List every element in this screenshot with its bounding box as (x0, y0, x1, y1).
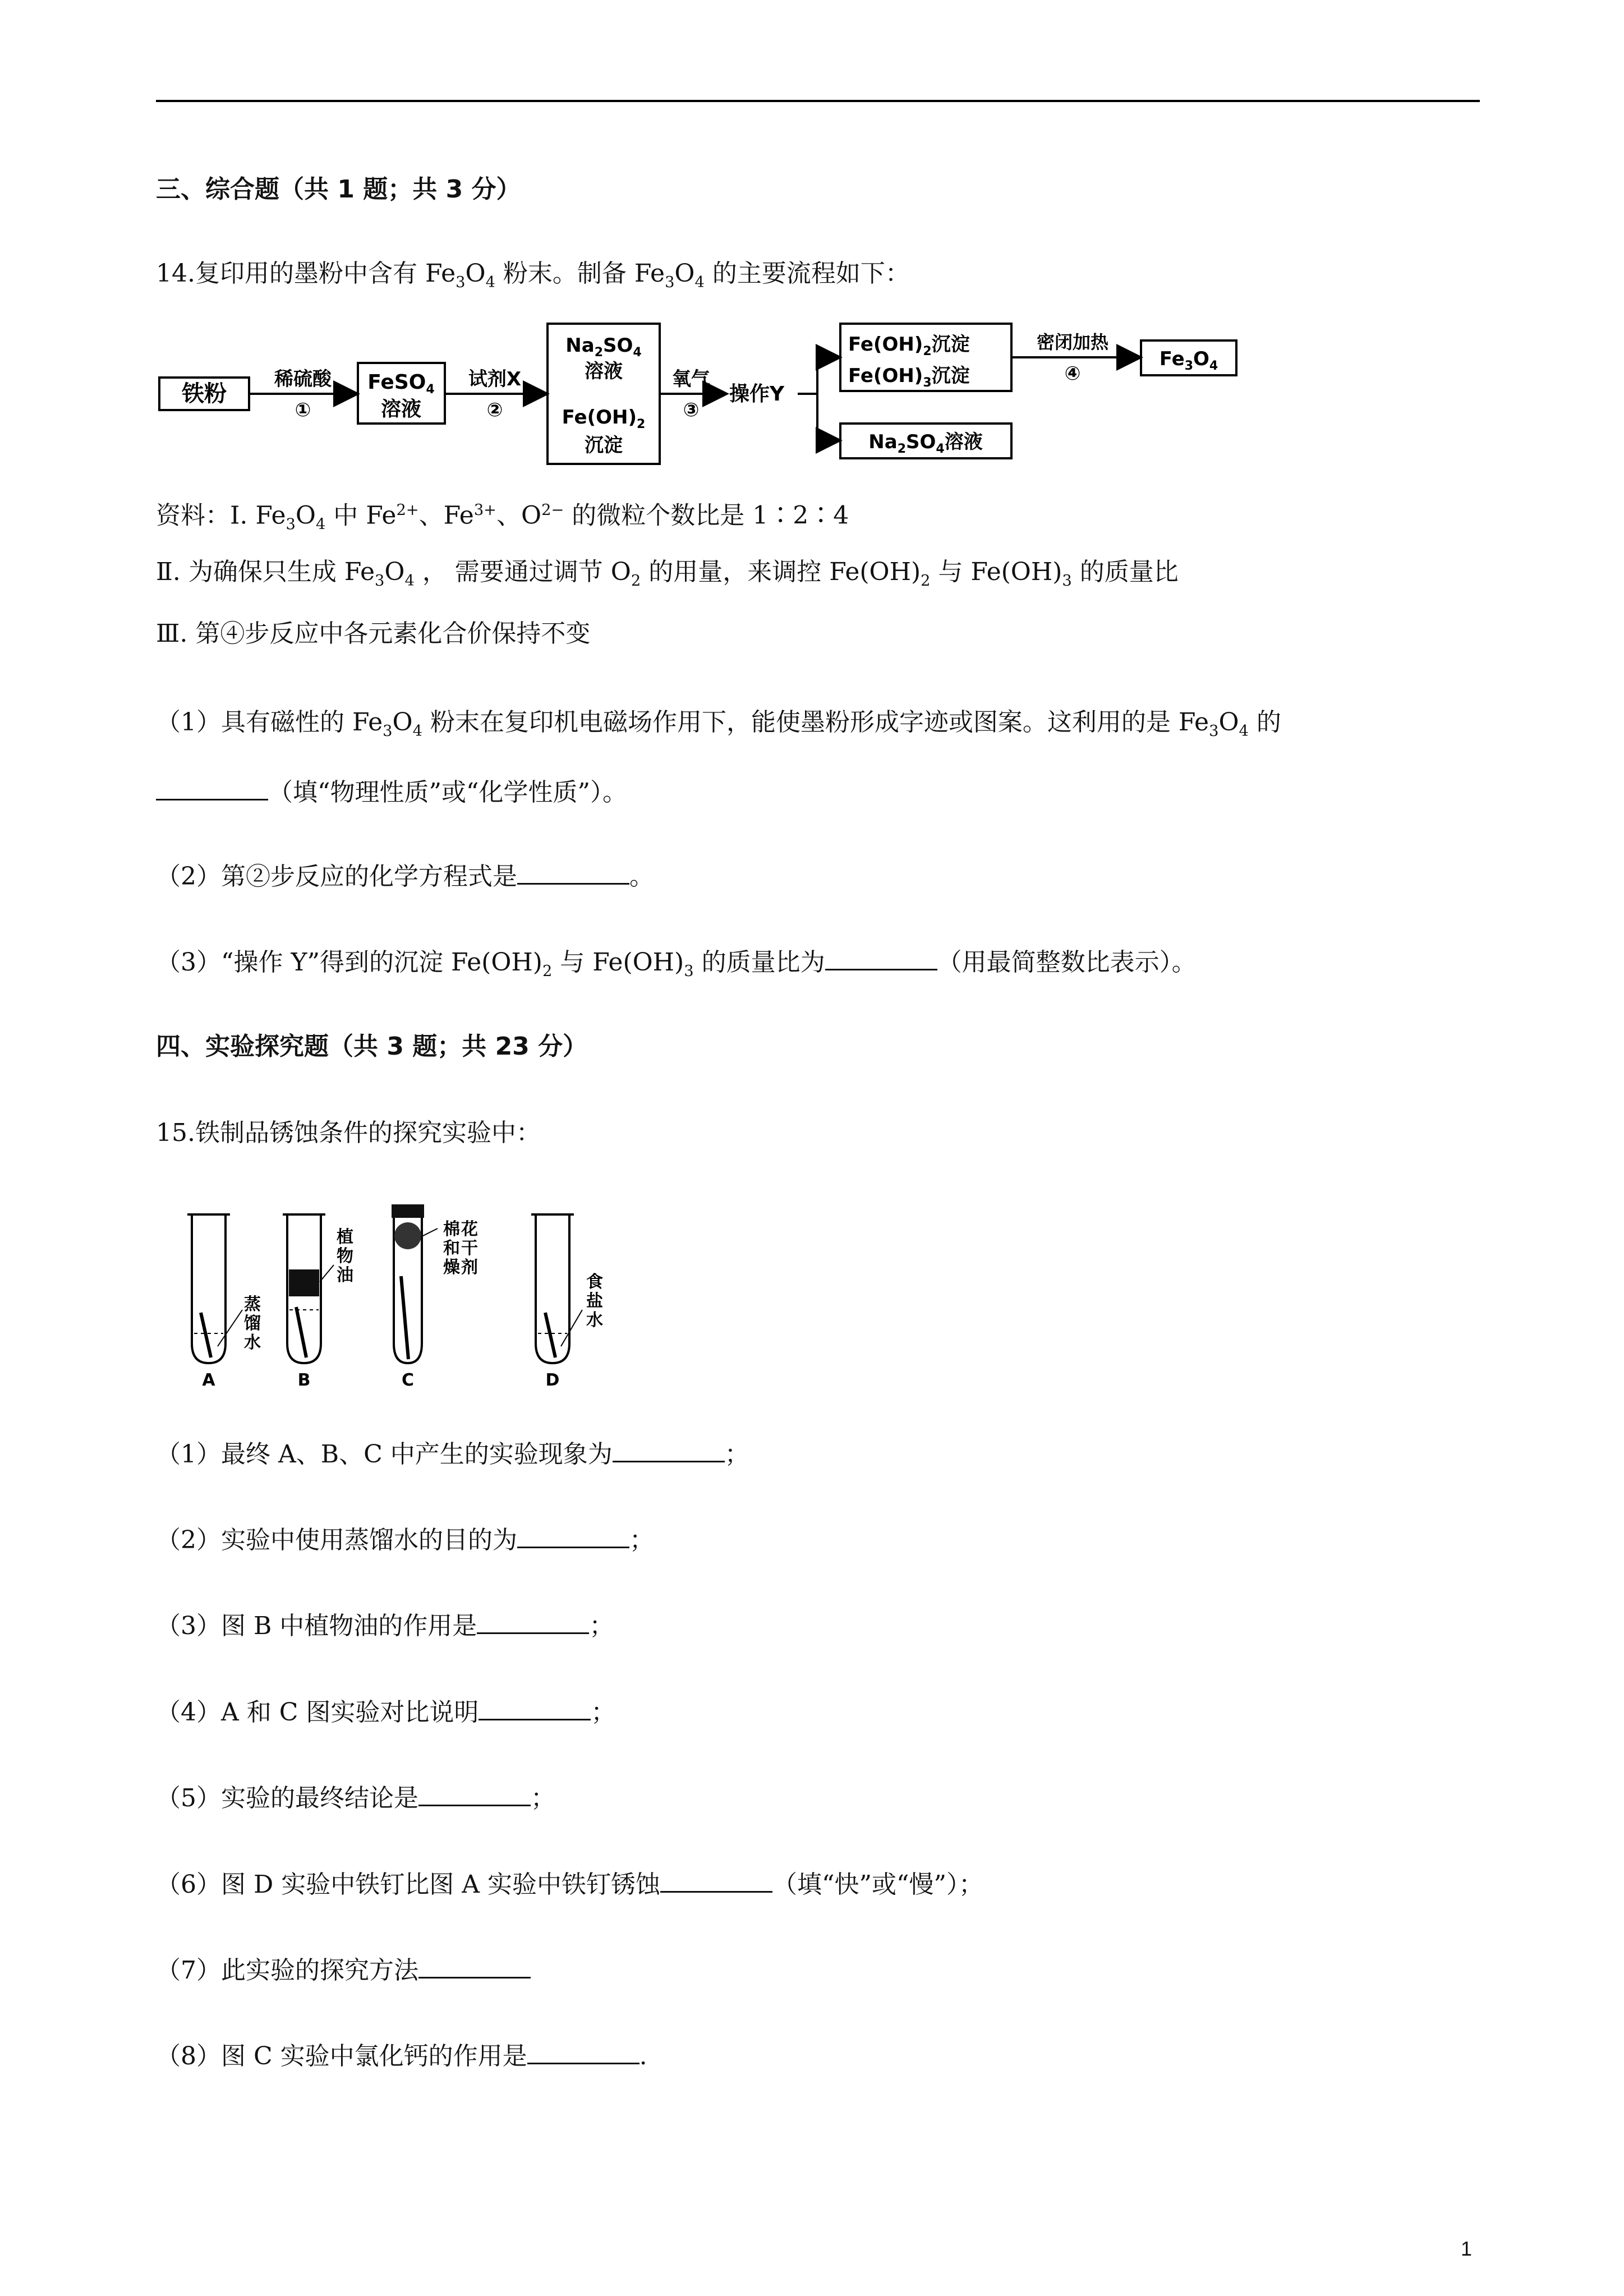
test-tube-figure (174, 1203, 634, 1388)
label-brine-3: 水 (586, 1310, 603, 1330)
answer-blank[interactable] (156, 774, 268, 800)
label-vegetable-oil-2: 物 (337, 1246, 353, 1266)
answer-blank[interactable] (660, 1866, 772, 1893)
label-cotton-5: 燥 (443, 1258, 460, 1277)
label-brine-1: 食 (586, 1272, 603, 1292)
label-cotton-2: 花 (461, 1220, 478, 1239)
label-cotton-4: 干 (461, 1239, 478, 1258)
flow-na2so4: $Na_2SO_4$ (565, 334, 642, 360)
label-distilled-water-3: 水 (244, 1333, 261, 1352)
question-14-part-1: （1）具有磁性的 $Fe_3O_4$ 粉末在复印机电磁场作用下，能使墨粉形成字迹或图案。这利用的是 $Fe_3O_4$ 的 (156, 708, 1281, 740)
info-2: Ⅱ. 为确保只生成 $Fe_3O_4$ ， 需要通过调节 $O_2$ 的用量，来调控 $Fe(OH)_2$ 与 $Fe(OH)_3$ 的质量比 (156, 558, 1179, 590)
flow-operation-y: 操作Y (729, 383, 785, 406)
label-cotton-3: 和 (443, 1239, 460, 1258)
question-15-part-7: （7）此实验的探究方法 (156, 1952, 531, 1987)
section-heading: 三、综合题（共 1 题；共 3 分） (156, 175, 521, 204)
question-14-part-1-cont: （填“物理性质”或“化学性质”）。 (156, 774, 627, 809)
answer-blank[interactable] (418, 1780, 531, 1806)
flow-step-2: ② (486, 399, 503, 421)
label-tube-b: B (297, 1370, 311, 1388)
question-15-part-3: （3）图 B 中植物油的作用是 ； (156, 1608, 614, 1643)
label-tube-a: A (202, 1370, 215, 1388)
answer-blank[interactable] (418, 1952, 531, 1978)
label-vegetable-oil-1: 植 (337, 1227, 353, 1247)
flow-oxygen: 氧气 (672, 368, 710, 390)
label-brine-2: 盐 (586, 1291, 603, 1311)
flow-feoh2-ppt: $Fe(OH)_2$沉淀 (848, 333, 970, 358)
flow-sealed-heating: 密闭加热 (1036, 332, 1109, 353)
question-14-part-3: （3）“操作 Y”得到的沉淀 $Fe(OH)_2$ 与 $Fe(OH)_3$ 的质量比为 （用最简整数比表示）。 (156, 944, 1197, 988)
label-tube-c: C (401, 1370, 415, 1388)
question-15-part-6: （6）图 D 实验中铁钉比图 A 实验中铁钉锈蚀 （填“快”或“慢”）； (156, 1866, 983, 1902)
question-15-part-5: （5）实验的最终结论是 ； (156, 1780, 555, 1815)
answer-blank[interactable] (479, 1694, 591, 1720)
answer-blank[interactable] (517, 1522, 629, 1548)
flow-step-4: ④ (1064, 362, 1081, 385)
info-1: 资料：Ⅰ. $Fe_3O_4$ 中 $Fe^{2+}$、$Fe^{3+}$、$O^{2-}$ 的微粒个数比是 1∶2∶4 (156, 501, 849, 533)
section-heading: 四、实验探究题（共 3 题；共 23 分） (156, 1032, 588, 1061)
flow-feso4-solution: 溶液 (380, 398, 422, 421)
flow-feso4: FeSO$_4$ (367, 371, 435, 397)
flow-step-1: ① (295, 399, 311, 421)
label-tube-d: D (545, 1370, 560, 1388)
header-rule (156, 100, 1480, 102)
label-cotton-6: 剂 (461, 1258, 478, 1277)
answer-blank[interactable] (477, 1608, 589, 1634)
question-15-part-1: （1）最终 A、B、C 中产生的实验现象为 ； (156, 1436, 749, 1471)
label-vegetable-oil-3: 油 (337, 1266, 353, 1285)
info-3: Ⅲ. 第④步反应中各元素化合价保持不变 (156, 619, 591, 648)
label-distilled-water-1: 蒸 (244, 1295, 261, 1314)
question-15-part-8: （8）图 C 实验中氯化钙的作用是 . (156, 2038, 647, 2073)
question-15-stem: 15.铁制品锈蚀条件的探究实验中： (156, 1119, 541, 1147)
flow-na2so4-solution: 溶液 (585, 360, 623, 383)
flow-feoh3-ppt: $Fe(OH)_3$沉淀 (848, 365, 970, 390)
flow-dilute-acid: 稀硫酸 (274, 368, 332, 390)
answer-blank[interactable] (613, 1436, 725, 1462)
flow-reagent-x: 试剂X (468, 368, 522, 390)
flow-fe3o4: $Fe_3O_4$ (1159, 348, 1218, 373)
answer-blank[interactable] (517, 858, 629, 885)
label-cotton-1: 棉 (443, 1220, 460, 1239)
flow-iron-powder: 铁粉 (182, 381, 227, 407)
label-distilled-water-2: 馏 (244, 1314, 261, 1333)
process-flow-diagram (153, 311, 1246, 471)
flow-feoh2-precipitate: 沉淀 (585, 434, 623, 457)
page-number: 1 (1461, 2237, 1473, 2260)
question-14-stem: 14.复印用的墨粉中含有 $Fe_3O_4$ 粉末。制备 $Fe_3O_4$ 的主要流程如下： (156, 259, 910, 291)
question-15-part-2: （2）实验中使用蒸馏水的目的为 ； (156, 1522, 654, 1557)
question-14-part-2: （2）第②步反应的化学方程式是 。 (156, 858, 654, 894)
flow-step-3: ③ (683, 399, 700, 421)
flow-na2so4-solution-out: $Na_2SO_4$溶液 (868, 431, 983, 456)
answer-blank[interactable] (825, 944, 937, 970)
question-15-part-4: （4）A 和 C 图实验对比说明 ； (156, 1694, 615, 1729)
flow-feoh2: $Fe(OH)_2$ (562, 406, 646, 431)
answer-blank[interactable] (527, 2038, 640, 2064)
